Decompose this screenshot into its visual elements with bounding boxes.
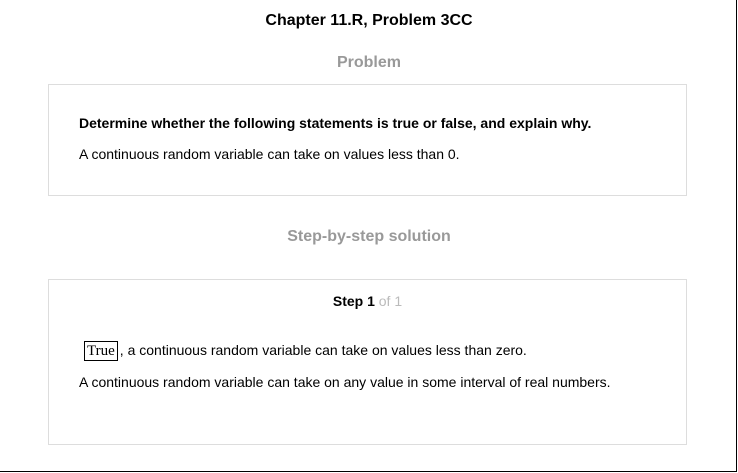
answer-text: , a continuous random variable can take on values less than zero.	[119, 342, 527, 358]
step-header	[49, 293, 686, 309]
explanation-text: A continuous random variable can take on any value in some interval of real numbers.	[79, 374, 611, 390]
step-label: Step 1	[332, 293, 375, 309]
problem-statement: A continuous random variable can take on values less than 0.	[79, 146, 460, 162]
solution-section-title: Step-by-step solution	[287, 228, 451, 245]
step-count: of 1	[378, 293, 403, 309]
problem-heading: Determine whether the following statements is true or false, and explain why.	[79, 115, 592, 131]
solution-box	[48, 279, 687, 445]
chapter-title: Chapter 11.R, Problem 3CC	[265, 12, 473, 29]
problem-section-title: Problem	[336, 54, 401, 71]
answer-line	[84, 341, 527, 361]
answer-box: True	[84, 341, 118, 361]
problem-box	[48, 84, 687, 196]
